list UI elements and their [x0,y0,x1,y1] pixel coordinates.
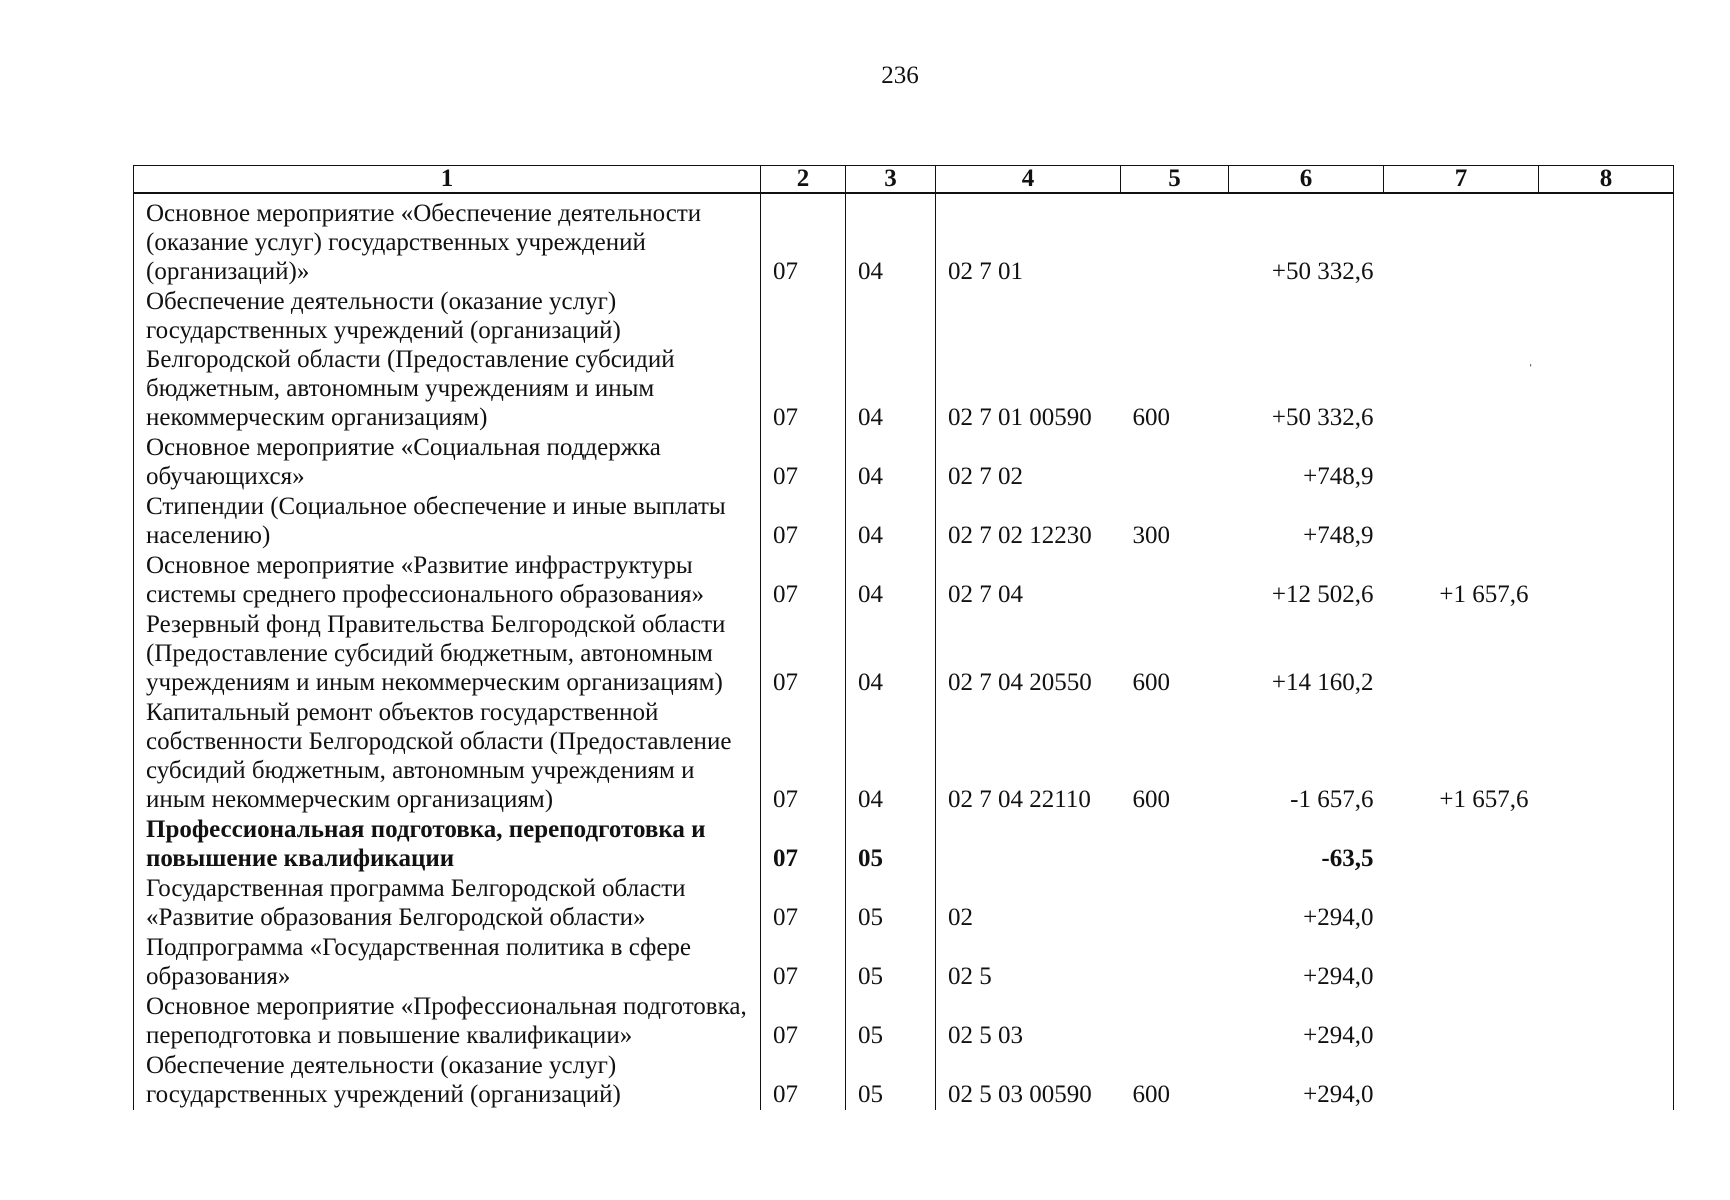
cell-subsection: 05 [846,1051,936,1110]
table-row [134,698,1674,815]
cell-expense-type [1121,433,1229,492]
cell-amount-3 [1539,610,1674,698]
cell-expense-type [1121,193,1229,287]
cell-amount-2: +1 657,6 [1439,786,1529,813]
cell-amount-3 [1539,287,1674,433]
cell-target-article: 02 7 02 [936,433,1121,492]
cell-amount: +294,0 [1303,1081,1374,1108]
cell-subsection: 04 [846,287,936,433]
header-col-4: 4 [936,166,1121,194]
table-row [134,933,1674,992]
header-col-7: 7 [1384,166,1539,194]
cell-subsection: 05 [846,992,936,1051]
cell-target-article [936,815,1121,874]
cell-name: Основное мероприятие «Обеспечение деятельности (оказание услуг) государственных учреждений (организаций)» [134,193,761,287]
cell-amount-2 [1384,193,1539,287]
cell-name: Обеспечение деятельности (оказание услуг) государственных учреждений (организаций) [134,1051,761,1110]
header-col-3: 3 [846,166,936,194]
cell-expense-type [1121,815,1229,874]
cell-subsection: 04 [846,698,936,815]
cell-amount-3 [1539,698,1674,815]
cell-amount: -1 657,6 [1290,786,1374,813]
cell-subsection: 04 [846,433,936,492]
cell-expense-type: 600 [1132,1081,1170,1108]
cell-target-article: 02 5 [936,933,1121,992]
cell-section: 07 [761,815,846,874]
cell-amount: +294,0 [1303,904,1374,931]
cell-target-article: 02 7 01 [936,193,1121,287]
table-row [134,492,1674,551]
cell-name: Государственная программа Белгородской области «Развитие образования Белгородской области» [134,874,761,933]
cell-expense-type [1121,551,1229,610]
table-row [134,551,1674,610]
cell-amount-2 [1384,433,1539,492]
budget-table [133,165,1674,1110]
cell-amount-2 [1384,1051,1539,1110]
cell-section: 07 [761,551,846,610]
cell-amount: +14 160,2 [1271,669,1374,696]
header-col-5: 5 [1121,166,1229,194]
cell-amount: -63,5 [1321,845,1374,872]
cell-amount-2 [1384,992,1539,1051]
cell-name: Капитальный ремонт объектов государственной собственности Белгородской области (Предоставление субсидий бюджетным, автономным учреждениям и иным некоммерческим организациям) [134,698,761,815]
cell-target-article: 02 [936,874,1121,933]
cell-target-article: 02 7 04 [936,551,1121,610]
cell-name: Основное мероприятие «Профессиональная подготовка, переподготовка и повышение квалификации» [134,992,761,1051]
table-row [134,433,1674,492]
cell-expense-type: 600 [1132,786,1170,813]
cell-section: 07 [761,492,846,551]
cell-name: Основное мероприятие «Социальная поддержка обучающихся» [134,433,761,492]
cell-expense-type: 600 [1132,404,1170,431]
cell-amount-3 [1539,1051,1674,1110]
cell-amount: +294,0 [1303,963,1374,990]
header-col-2: 2 [761,166,846,194]
cell-amount-2 [1384,492,1539,551]
cell-name: Подпрограмма «Государственная политика в сфере образования» [134,933,761,992]
cell-amount: +12 502,6 [1271,581,1374,608]
cell-subsection: 05 [846,815,936,874]
cell-subsection: 04 [846,492,936,551]
cell-name: Основное мероприятие «Развитие инфраструктуры системы среднего профессионального образования» [134,551,761,610]
cell-target-article: 02 7 01 00590 [936,287,1121,433]
cell-subsection: 05 [846,933,936,992]
cell-target-article: 02 5 03 00590 [936,1051,1121,1110]
cell-amount-2 [1384,610,1539,698]
cell-expense-type: 600 [1132,669,1170,696]
cell-amount-3 [1539,815,1674,874]
header-row [134,166,1674,194]
cell-amount-3 [1539,874,1674,933]
cell-amount-3 [1539,933,1674,992]
header-col-1: 1 [134,166,761,194]
table-row [134,1051,1674,1110]
cell-amount-3 [1539,551,1674,610]
cell-amount-3 [1539,193,1674,287]
table-row [134,287,1674,433]
cell-section: 07 [761,698,846,815]
table-row [134,815,1674,874]
cell-amount-2 [1384,933,1539,992]
cell-section: 07 [761,610,846,698]
cell-subsection: 04 [846,193,936,287]
cell-subsection: 04 [846,551,936,610]
cell-name: Стипендии (Социальное обеспечение и иные выплаты населению) [134,492,761,551]
cell-name: Обеспечение деятельности (оказание услуг) государственных учреждений (организаций) Белгородской области (Предоставление субсидий бюджетным, автономным учреждениям и иным некоммерческим организациям) [134,287,761,433]
cell-expense-type: 300 [1132,522,1170,549]
cell-amount-2: +1 657,6 [1439,581,1529,608]
cell-amount: +748,9 [1303,522,1374,549]
cell-expense-type [1121,874,1229,933]
cell-amount: +50 332,6 [1271,404,1374,431]
header-col-8: 8 [1539,166,1674,194]
cell-subsection: 04 [846,610,936,698]
cell-amount-3 [1539,992,1674,1051]
table-row [134,610,1674,698]
cell-section: 07 [761,433,846,492]
table-row [134,193,1674,287]
cell-section: 07 [761,1051,846,1110]
cell-name: Резервный фонд Правительства Белгородской области (Предоставление субсидий бюджетным, автономным учреждениям и иным некоммерческим организациям) [134,610,761,698]
cell-amount: +50 332,6 [1271,258,1374,285]
cell-amount: +294,0 [1303,1022,1374,1049]
cell-section: 07 [761,874,846,933]
table-row [134,992,1674,1051]
table-row [134,874,1674,933]
cell-amount-2 [1384,874,1539,933]
cell-amount-3 [1539,492,1674,551]
cell-target-article: 02 5 03 [936,992,1121,1051]
cell-expense-type [1121,933,1229,992]
cell-amount-3 [1539,433,1674,492]
header-col-6: 6 [1229,166,1384,194]
cell-target-article: 02 7 04 20550 [936,610,1121,698]
cell-amount-2 [1384,287,1539,433]
scan-mark: ˌ [1528,350,1534,367]
cell-subsection: 05 [846,874,936,933]
cell-name: Профессиональная подготовка, переподготовка и повышение квалификации [134,815,761,874]
cell-section: 07 [761,193,846,287]
cell-target-article: 02 7 04 22110 [936,698,1121,815]
cell-section: 07 [761,287,846,433]
table-body [134,193,1674,1110]
cell-section: 07 [761,933,846,992]
page-number: 236 [881,62,919,89]
cell-amount-2 [1384,815,1539,874]
cell-section: 07 [761,992,846,1051]
cell-expense-type [1121,992,1229,1051]
cell-target-article: 02 7 02 12230 [936,492,1121,551]
cell-amount: +748,9 [1303,463,1374,490]
